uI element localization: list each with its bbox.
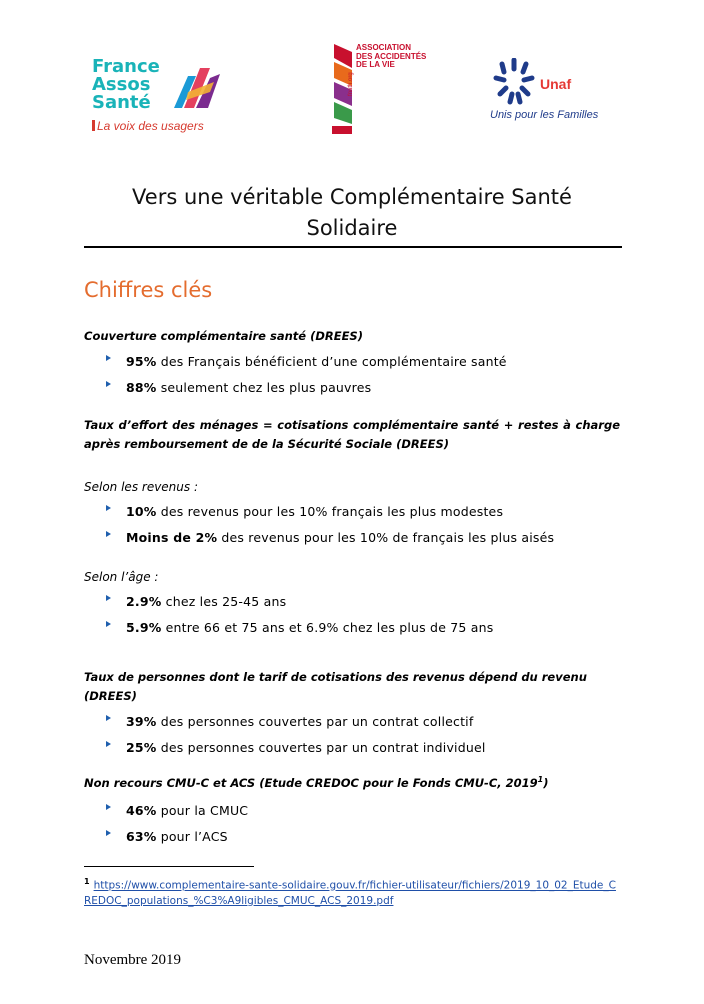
subgroup-note: Selon l’âge : xyxy=(84,570,159,584)
fnath-url: fnath.org xyxy=(348,72,354,96)
bullet-arrow-icon xyxy=(106,381,111,387)
page-title xyxy=(84,182,620,244)
list-item: 95% des Français bénéficient d’une complémentaire santé xyxy=(84,354,620,370)
unaf-brand: Unaf xyxy=(540,76,572,92)
list-item: 10% des revenus pour les 10% français les plus modestes xyxy=(84,504,620,520)
section-taux-effort xyxy=(84,416,620,454)
bullet-list xyxy=(84,803,620,845)
bullet-list xyxy=(84,594,620,636)
subgroup-note: Selon les revenus : xyxy=(84,480,198,494)
footnote xyxy=(84,874,620,909)
fnath-line-2: DES ACCIDENTÉS xyxy=(356,51,427,61)
unaf-logo xyxy=(490,58,610,128)
fnath-logo xyxy=(326,44,466,136)
fnath-wordmark xyxy=(356,44,426,70)
unaf-tagline: Unis pour les Familles xyxy=(490,109,599,121)
logo-text-france: France xyxy=(92,56,160,77)
bullet-arrow-icon xyxy=(106,741,111,747)
footnote-link[interactable]: https://www.complementaire-sante-solidaire.gouv.fr/fichier-utilisateur/fichiers/2019_10_02_Etude_CREDOC_populations_%C3%A9ligibles_CMUC_ACS_2019.pdf xyxy=(84,879,616,907)
france-assos-sante-logo xyxy=(92,58,222,138)
bullet-arrow-icon xyxy=(106,355,111,361)
subgroup-age xyxy=(84,568,620,646)
list-item: 25% des personnes couvertes par un contrat individuel xyxy=(84,740,620,756)
bullet-arrow-icon xyxy=(106,621,111,627)
bullet-arrow-icon xyxy=(106,505,111,511)
section-non-recours xyxy=(84,770,620,855)
bullet-arrow-icon xyxy=(106,830,111,836)
subgroup-revenus xyxy=(84,478,620,556)
unaf-emblem-icon xyxy=(492,58,538,106)
footnote-number: 1 xyxy=(84,877,90,886)
fnath-line-3: DE LA VIE xyxy=(356,60,395,69)
document-date: Novembre 2019 xyxy=(84,952,182,968)
list-item: 46% pour la CMUC xyxy=(84,803,620,819)
list-item: Moins de 2% des revenus pour les 10% de français les plus aisés xyxy=(84,530,620,546)
footnote-divider xyxy=(84,866,254,867)
bullet-list xyxy=(84,504,620,546)
bullet-arrow-icon xyxy=(106,595,111,601)
list-item: 39% des personnes couvertes par un contrat collectif xyxy=(84,714,620,730)
list-item: 5.9% entre 66 et 75 ans et 6.9% chez les plus de 75 ans xyxy=(84,620,620,636)
logo-text-sante: Santé xyxy=(92,92,151,113)
section-subhead: Taux de personnes dont le tarif de cotisations des revenus dépend du revenu (DREES) xyxy=(84,670,587,703)
title-divider xyxy=(84,246,622,248)
bullet-arrow-icon xyxy=(106,804,111,810)
bullet-list xyxy=(84,714,620,756)
title-line-1: Vers une véritable Complémentaire Santé xyxy=(132,185,572,209)
section-subhead: Couverture complémentaire santé (DREES) xyxy=(84,329,363,343)
france-assos-tagline: La voix des usagers xyxy=(92,119,204,133)
fnath-line-1: ASSOCIATION xyxy=(356,43,411,52)
section-couverture xyxy=(84,327,620,406)
bullet-arrow-icon xyxy=(106,715,111,721)
bullet-list xyxy=(84,354,620,396)
section-tarif-cotisations xyxy=(84,668,620,766)
list-item: 63% pour l’ACS xyxy=(84,829,620,845)
list-item: 2.9% chez les 25-45 ans xyxy=(84,594,620,610)
section-subhead: Taux d’effort des ménages = cotisations complémentaire santé + restes à charge après remboursement de de la Sécurité Sociale (DREES) xyxy=(84,418,620,451)
bullet-arrow-icon xyxy=(106,531,111,537)
france-assos-sante-emblem-icon xyxy=(170,62,220,110)
list-item: 88% seulement chez les plus pauvres xyxy=(84,380,620,396)
section-subhead: Non recours CMU-C et ACS (Etude CREDOC pour le Fonds CMU-C, 2019$^1$) xyxy=(84,775,549,790)
section-heading: Chiffres clés xyxy=(84,278,213,302)
logo-text-assos: Assos xyxy=(92,74,151,95)
title-line-2: Solidaire xyxy=(306,216,398,240)
logo-bar xyxy=(0,0,704,150)
france-assos-sante-wordmark xyxy=(92,58,182,112)
footnote-ref[interactable]: 1 xyxy=(537,775,544,784)
